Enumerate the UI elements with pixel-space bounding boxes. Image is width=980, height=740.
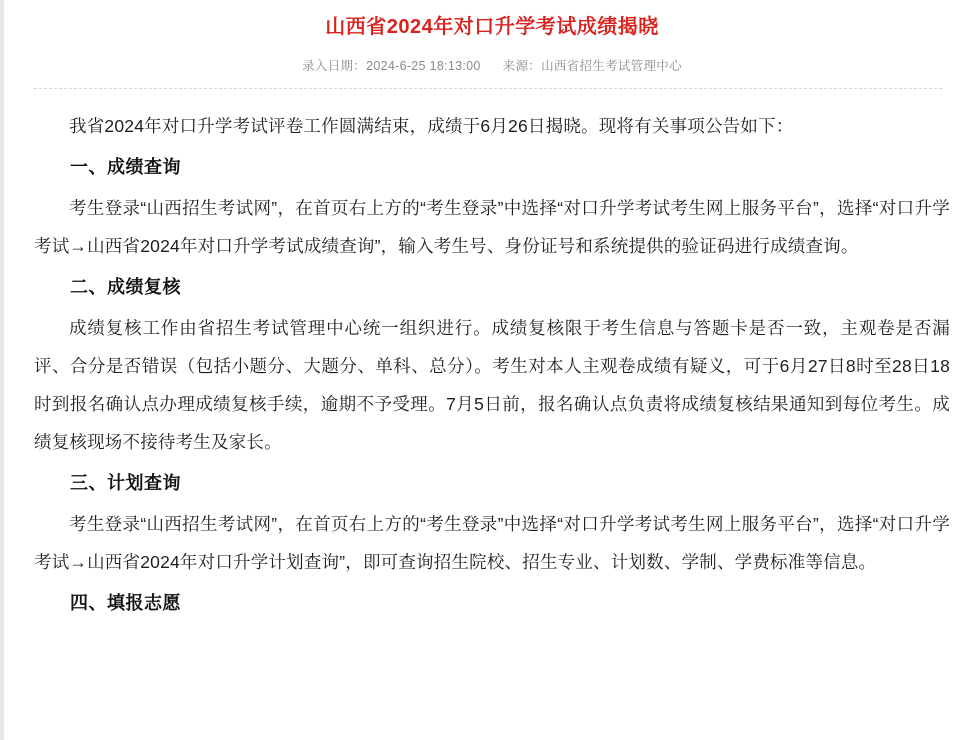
article-paragraph: 我省2024年对口升学考试评卷工作圆满结束，成绩于6月26日揭晓。现将有关事项公告如下： <box>69 116 794 136</box>
meta-source-label: 来源： <box>502 59 542 73</box>
article-body <box>34 89 950 625</box>
meta-date-label: 录入日期： <box>302 59 367 73</box>
page-title: 山西省2024年对口升学考试成绩揭晓 <box>325 16 659 38</box>
article-section-heading: 四、填报志愿 <box>70 593 181 613</box>
article-meta <box>34 42 950 88</box>
article-paragraph: 考生登录“山西招生考试网”，在首页右上方的“考生登录”中选择“对口升学考试考生网上服务平台”，选择“对口升学考试→山西省2024年对口升学计划查询”，即可查询招生院校、招生专业、计划数、学制、学费标准等信息。 <box>34 514 950 572</box>
article-section-heading: 一、成绩查询 <box>70 157 181 177</box>
meta-source-value: 山西省招生考试管理中心 <box>541 59 682 73</box>
meta-date-value: 2024-6-25 18:13:00 <box>366 59 481 73</box>
article-section-heading: 二、成绩复核 <box>70 277 181 297</box>
article-paragraph: 考生登录“山西招生考试网”，在首页右上方的“考生登录”中选择“对口升学考试考生网上服务平台”，选择“对口升学考试→山西省2024年对口升学考试成绩查询”，输入考生号、身份证号和系统提供的验证码进行成绩查询。 <box>34 198 950 256</box>
article-paragraph: 成绩复核工作由省招生考试管理中心统一组织进行。成绩复核限于考生信息与答题卡是否一致，主观卷是否漏评、合分是否错误（包括小题分、大题分、单科、总分）。考生对本人主观卷成绩有疑义，可于6月27日8时至28日18时到报名确认点办理成绩复核手续，逾期不予受理。7月5日前，报名确认点负责将成绩复核结果通知到每位考生。成绩复核现场不接待考生及家长。 <box>34 318 950 452</box>
article-section-heading: 三、计划查询 <box>70 473 181 493</box>
